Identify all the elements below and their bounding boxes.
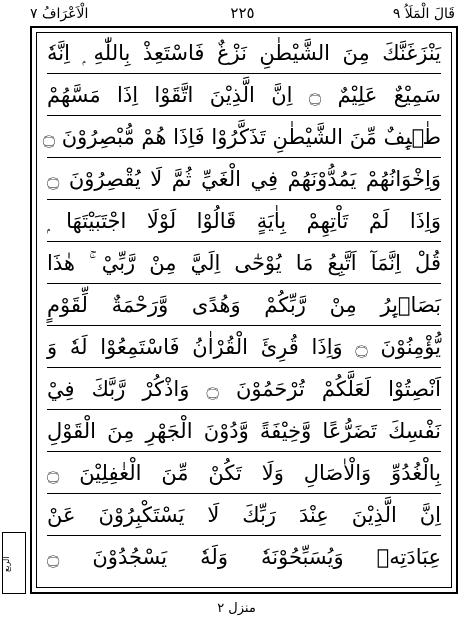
- text-line-11: بِالْغُدُوِّ وَالْاٰصَالِ وَلَا تَكُنْ مِّنَ الْغٰفِلِيْنَ ۝: [47, 453, 441, 494]
- text-line-13: عِبَادَتِهٖ وَيُسَبِّحُوْنَهٗ وَلَهٗ يَسْجُدُوْنَ ۝: [47, 545, 441, 569]
- text-line-3: طٰۗىِٕفٌ مِّنَ الشَّيْطٰنِ تَذَكَّرُوْا فَاِذَا هُمْ مُّبْصِرُوْنَ ۝: [47, 117, 441, 158]
- text-line-8: يُّؤْمِنُوْنَ ۝ وَاِذَا قُرِئَ الْقُرْاٰنُ فَاسْتَمِعُوْا لَهٗ وَ: [47, 327, 441, 368]
- page-number: ٢٢٥: [230, 4, 255, 22]
- text-line-5: وَاِذَا لَمْ تَاْتِهِمْ بِاٰيَةٍ قَالُوْا لَوْلَا اجْتَبَيْتَهَا ۭ: [47, 201, 441, 242]
- ruku-marker-text: الربع: [2, 556, 11, 572]
- page-header: [30, 4, 455, 28]
- surah-title: الْاَعْرَافُ ٧: [30, 6, 89, 22]
- text-line-7: بَصَاۗىِٕرُ مِنْ رَّبِّكُمْ وَهُدًى وَّرَحْمَةٌ لِّقَوْمٍ: [47, 285, 441, 326]
- manzil-footer: منزل ٢: [217, 601, 256, 616]
- text-line-10: نَفْسِكَ تَضَرُّعًا وَّخِيْفَةً وَّدُوْنَ الْجَهْرِ مِنَ الْقَوْلِ: [47, 411, 441, 452]
- text-line-2: سَمِيْعٌ عَلِيْمٌ ۝ اِنَّ الَّذِيْنَ اتَّقَوْا اِذَا مَسَّهُمْ: [47, 75, 441, 116]
- text-frame-inner: [36, 32, 452, 588]
- text-line-12: اِنَّ الَّذِيْنَ عِنْدَ رَبِّكَ لَا يَسْتَكْبِرُوْنَ عَنْ: [47, 495, 441, 536]
- text-line-1: يَنْزَغَنَّكَ مِنَ الشَّيْطٰنِ نَزْغٌ فَاسْتَعِذْ بِاللّٰهِ ۭ اِنَّهٗ: [47, 33, 441, 74]
- text-frame: [30, 26, 458, 594]
- juz-title: قَالَ الْمَلَاُ ٩: [392, 6, 455, 22]
- text-line-9: اَنْصِتُوْا لَعَلَّكُمْ تُرْحَمُوْنَ ۝ وَاذْكُرْ رَّبَّكَ فِيْ: [47, 369, 441, 410]
- text-line-6: قُلْ اِنَّمَآ اَتَّبِعُ مَا يُوْحٰٓى اِلَيَّ مِنْ رَّبِّيْ ۚ هٰذَا: [47, 243, 441, 284]
- text-line-4: وَاِخْوَانُهُمْ يَمُدُّوْنَهُمْ فِي الْغَيِّ ثُمَّ لَا يُقْصِرُوْنَ ۝: [47, 159, 441, 200]
